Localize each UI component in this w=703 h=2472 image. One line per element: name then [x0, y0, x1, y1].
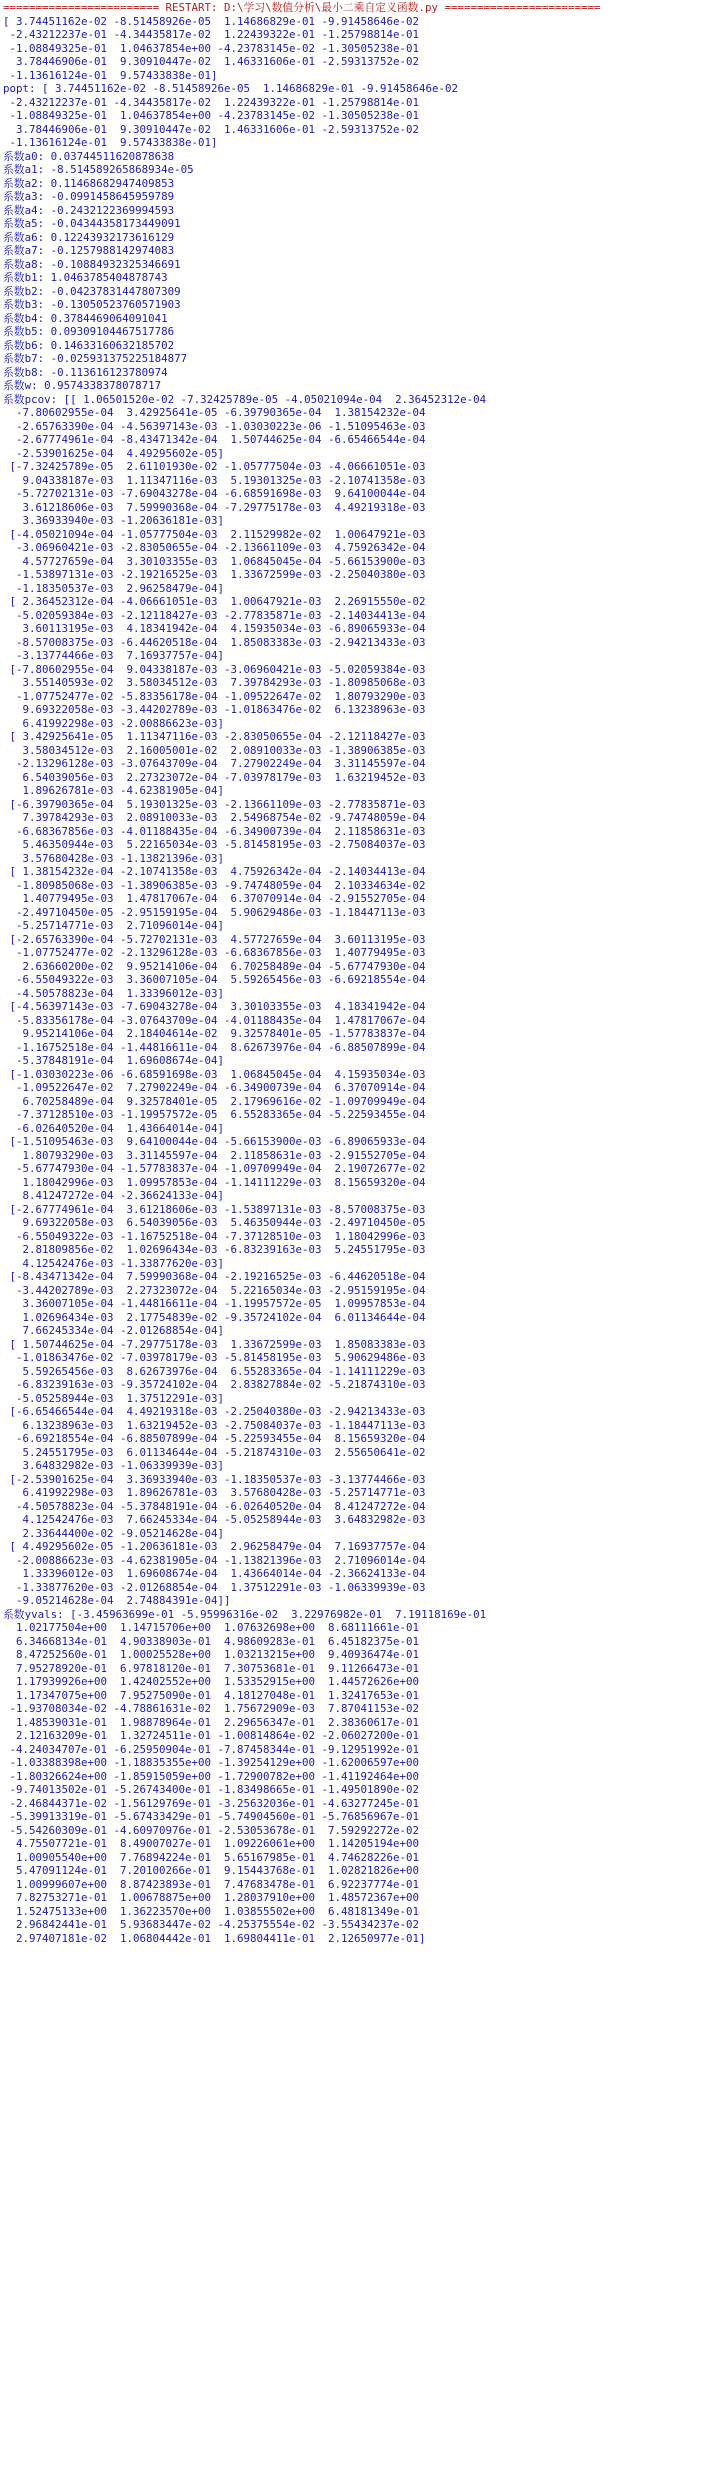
output-line: [-6.39790365e-04 5.19301325e-03 -2.13661109e-03 -2.77835871e-03	[3, 797, 426, 811]
output-line: -1.93708034e-02 -4.78861631e-02 1.75672909e-03 7.87041153e-02	[3, 1702, 420, 1715]
output-line: 5.59265456e-03 8.62673976e-04 6.55283365e-04 -1.14111229e-03	[3, 1364, 426, 1378]
output-line: 系数a0: 0.03744511620878638	[3, 149, 175, 163]
output-line: 6.41992298e-03 -2.00886623e-03]	[3, 716, 225, 730]
output-line: 4.12542476e-03 7.66245334e-04 -5.05258944e-03 3.64832982e-03	[3, 1513, 426, 1526]
output-line: -5.54260309e-01 -4.60970976e-01 -2.53053678e-01 7.59292272e-02	[3, 1823, 420, 1837]
output-line: 系数a4: -0.2432122369994593	[3, 203, 175, 217]
output-line: -1.07752477e-02 -5.83356178e-04 -1.09522647e-02 1.80793290e-03	[3, 689, 426, 703]
output-line: 6.70258489e-04 9.32578401e-05 2.17969616e-02 -1.09709949e-04	[3, 1094, 426, 1108]
output-line: 3.61218606e-03 7.59990368e-04 -7.29775178e-03 4.49219318e-03	[3, 500, 426, 514]
output-line: 1.17939926e+00 1.42402552e+00 1.53352915e+00 1.44572626e+00	[3, 1675, 420, 1688]
output-line: -5.25714771e-03 2.71096014e-04]	[3, 919, 225, 932]
output-line: -4.24034707e-01 -6.25950904e-01 -7.87458344e-01 -9.12951992e-01	[3, 1742, 420, 1756]
output-line: 系数w: 0.9574338378078717	[3, 379, 162, 392]
output-line: 系数b6: 0.14633160632185702	[3, 338, 175, 352]
output-line: 3.57680428e-03 -1.13821396e-03]	[3, 851, 225, 865]
output-line: [-4.05021094e-04 -1.05777504e-03 2.11529982e-02 1.00647921e-03	[3, 527, 426, 541]
output-line: [-4.56397143e-03 -7.69043278e-04 3.30103355e-03 4.18341942e-04	[3, 1000, 426, 1013]
output-line: -8.57008375e-03 -6.44620518e-04 1.85083383e-03 -2.94213433e-03	[3, 635, 426, 649]
output-line: 5.46350944e-03 5.22165034e-03 -5.81458195e-03 -2.75084037e-03	[3, 838, 426, 851]
output-line: [ 2.36452312e-04 -4.06661051e-03 1.00647921e-03 2.26915550e-02	[3, 595, 426, 608]
output-line: -1.07752477e-02 -2.13296128e-03 -6.68367856e-03 1.40779495e-03	[3, 946, 426, 959]
output-line: -4.50578823e-04 1.33396012e-03]	[3, 986, 225, 1000]
output-line: -5.02059384e-03 -2.12118427e-03 -2.77835871e-03 -2.14034413e-04	[3, 608, 426, 622]
output-line: 系数pcov: [[ 1.06501520e-02 -7.32425789e-05 -4.05021094e-04 2.36452312e-04	[3, 392, 487, 406]
output-line: 7.95278920e-01 6.97818120e-01 7.30753681e-01 9.11266473e-01	[3, 1661, 420, 1675]
output-line: -1.08849325e-01 1.04637854e+00 -4.23783145e-02 -1.30505238e-01	[3, 41, 420, 55]
output-line: 4.57727659e-04 3.30103355e-03 1.06845045e-04 -5.66153900e-03	[3, 554, 426, 568]
output-line: 6.34668134e-01 4.90338903e-01 4.98609283e-01 6.45182375e-01	[3, 1634, 420, 1648]
output-line: 1.00999607e+00 8.87423893e-01 7.47683478e-01 6.92237774e-01	[3, 1877, 420, 1891]
output-line: [-2.67774961e-04 3.61218606e-03 -1.53897131e-03 -8.57008375e-03	[3, 1202, 426, 1216]
output-line: [ 1.38154232e-04 -2.10741358e-03 4.75926342e-04 -2.14034413e-04	[3, 865, 426, 878]
output-line: -1.80985068e-03 -1.38906385e-03 -9.74748059e-04 2.10334634e-02	[3, 878, 426, 892]
output-line: [-7.80602955e-04 9.04338187e-03 -3.06960421e-03 -5.02059384e-03	[3, 662, 426, 676]
output-line: 3.78446906e-01 9.30910447e-02 1.46331606e-01 -2.59313752e-02	[3, 55, 420, 68]
output-line: 系数a1: -8.514589265868934e-05	[3, 163, 194, 176]
output-line: 系数a5: -0.04344358173449091	[3, 217, 181, 230]
output-line: -2.65763390e-04 -4.56397143e-03 -1.03030223e-06 -1.51095463e-03	[3, 419, 426, 433]
output-line: 系数b7: -0.025931375225184877	[3, 352, 188, 365]
output-line: -3.13774466e-03 7.16937757e-04]	[3, 649, 225, 662]
output-line: 5.24551795e-03 6.01134644e-04 -5.21874310e-03 2.55650641e-02	[3, 1445, 426, 1459]
output-line: -2.00886623e-03 -4.62381905e-04 -1.13821396e-03 2.71096014e-04	[3, 1553, 426, 1567]
output-line: -3.06960421e-03 -2.83050655e-04 -2.13661109e-03 4.75926342e-04	[3, 541, 426, 554]
output-line: 3.55140593e-02 3.58034512e-03 7.39784293e-03 -1.80985068e-03	[3, 676, 426, 689]
output-line: 7.82753271e-01 1.00678875e+00 1.28037910e+00 1.48572367e+00	[3, 1891, 420, 1904]
output-line: -2.53901625e-04 4.49295602e-05]	[3, 446, 225, 460]
output-line: 系数yvals: [-3.45963699e-01 -5.95996316e-02 3.22976982e-01 7.19118169e-01	[3, 1607, 487, 1621]
output-line: -6.83239163e-03 -9.35724102e-04 2.83827884e-02 -5.21874310e-03	[3, 1378, 426, 1391]
output-line: -5.37848191e-04 1.69608674e-04]	[3, 1054, 225, 1067]
output-line: -6.55049322e-03 3.36007105e-04 5.59265456e-03 -6.69218554e-04	[3, 973, 426, 986]
output-line: 3.58034512e-03 2.16005001e-02 2.08910033e-03 -1.38906385e-03	[3, 743, 426, 757]
output-line: [-7.32425789e-05 2.61101930e-02 -1.05777504e-03 -4.06661051e-03	[3, 460, 426, 473]
output-line: 3.60113195e-03 4.18341942e-04 4.15935034e-03 -6.89065933e-04	[3, 622, 426, 635]
output-line: -1.09522647e-02 7.27902249e-04 -6.34900739e-04 6.37070914e-04	[3, 1081, 426, 1094]
output-line: -7.80602955e-04 3.42925641e-05 -6.39790365e-04 1.38154232e-04	[3, 406, 426, 419]
output-line: 5.47091124e-01 7.20100266e-01 9.15443768e-01 1.02821826e+00	[3, 1864, 420, 1877]
output-line: -5.05258944e-03 1.37512291e-03]	[3, 1391, 225, 1405]
output-line: -6.02640520e-04 1.43664014e-04]	[3, 1121, 225, 1135]
output-line: 1.52475133e+00 1.36223570e+00 1.03855502e+00 6.48181349e-01	[3, 1904, 420, 1918]
output-line: 1.02696434e-03 2.17754839e-02 -9.35724102e-04 6.01134644e-04	[3, 1310, 426, 1324]
output-line: -1.53897131e-03 -2.19216525e-03 1.33672599e-03 -2.25040380e-03	[3, 568, 426, 581]
output-line: -1.03388398e+00 -1.18835355e+00 -1.39254129e+00 -1.62006597e+00	[3, 1756, 420, 1769]
output-line: 2.12163209e-01 1.32724511e-01 -1.00814864e-02 -2.06027200e-01	[3, 1729, 420, 1742]
restart-banner: ======================== RESTART: D:\学习\数值分析\最小二乘自定义函数.py ========================	[3, 1, 601, 14]
output-line: 系数a6: 0.12243932173616129	[3, 230, 175, 244]
output-line: -2.49710450e-05 -2.95159195e-04 5.90629486e-03 -1.18447113e-03	[3, 905, 426, 919]
output-line: 1.80793290e-03 3.31145597e-04 2.11858631e-03 -2.91552705e-04	[3, 1148, 426, 1162]
output-line: popt: [ 3.74451162e-02 -8.51458926e-05 1.14686829e-01 -9.91458646e-02	[3, 82, 459, 95]
output-line: 9.69322058e-03 6.54039056e-03 5.46350944e-03 -2.49710450e-05	[3, 1216, 426, 1229]
output-line: 1.48539031e-01 1.98878964e-01 2.29656347e-01 2.38360617e-01	[3, 1715, 420, 1729]
output-line: [-2.65763390e-04 -5.72702131e-03 4.57727659e-04 3.60113195e-03	[3, 932, 426, 946]
output-line: [-1.03030223e-06 -6.68591698e-03 1.06845045e-04 4.15935034e-03	[3, 1067, 426, 1081]
output-line: -1.13616124e-01 9.57433838e-01]	[3, 68, 218, 82]
output-line: 1.00905540e+00 7.76894224e-01 5.65167985e-01 4.74628226e-01	[3, 1850, 420, 1864]
output-line: -1.16752518e-04 -1.44816611e-04 8.62673976e-04 -6.88507899e-04	[3, 1040, 426, 1054]
output-line: -1.08849325e-01 1.04637854e+00 -4.23783145e-02 -1.30505238e-01	[3, 109, 420, 122]
output-line: 1.02177504e+00 1.14715706e+00 1.07632698e+00 8.68111661e-01	[3, 1621, 420, 1634]
output-line: -5.83356178e-04 -3.07643709e-04 -4.01188435e-04 1.47817067e-04	[3, 1013, 426, 1027]
output-line: 1.17347075e+00 7.95275090e-01 4.18127048e-01 1.32417653e-01	[3, 1688, 420, 1702]
output-line: [ 3.74451162e-02 -8.51458926e-05 1.14686829e-01 -9.91458646e-02	[3, 14, 420, 28]
output-line: 4.75507721e-01 8.49007027e-01 1.09226061e+00 1.14205194e+00	[3, 1837, 420, 1850]
output-line: 1.40779495e-03 1.47817067e-04 6.37070914e-04 -2.91552705e-04	[3, 892, 426, 905]
output-line: 4.12542476e-03 -1.33877620e-03]	[3, 1256, 225, 1270]
output-line: 9.04338187e-03 1.11347116e-03 5.19301325e-03 -2.10741358e-03	[3, 473, 426, 487]
output-line: -5.39913319e-01 -5.67433429e-01 -5.74904560e-01 -5.76856967e-01	[3, 1810, 420, 1823]
output-line: 7.66245334e-04 -2.01268854e-04]	[3, 1324, 225, 1337]
output-line: 9.95214106e-04 2.18404614e-02 9.32578401e-05 -1.57783837e-04	[3, 1027, 426, 1040]
output-line: -1.13616124e-01 9.57433838e-01]	[3, 136, 218, 149]
output-line: 2.81809856e-02 1.02696434e-03 -6.83239163e-03 5.24551795e-03	[3, 1243, 426, 1256]
output-line: 1.33396012e-03 1.69608674e-04 1.43664014e-04 -2.36624133e-04	[3, 1567, 426, 1580]
output-line: [-8.43471342e-04 7.59990368e-04 -2.19216525e-03 -6.44620518e-04	[3, 1270, 426, 1283]
output-line: -1.18350537e-03 2.96258479e-04]	[3, 581, 225, 595]
output-line: 8.41247272e-04 -2.36624133e-04]	[3, 1189, 225, 1202]
output-line: [-6.65466544e-04 4.49219318e-03 -2.25040380e-03 -2.94213433e-03	[3, 1405, 426, 1418]
output-lines	[3, 15, 703, 1946]
output-line: -6.69218554e-04 -6.88507899e-04 -5.22593455e-04 8.15659320e-04	[3, 1432, 426, 1445]
output-line: 6.41992298e-03 1.89626781e-03 3.57680428e-03 -5.25714771e-03	[3, 1486, 426, 1499]
output-line: 系数b8: -0.113616123780974	[3, 365, 168, 379]
output-line: 系数b3: -0.13050523760571903	[3, 298, 181, 311]
output-line: 6.54039056e-03 2.27323072e-04 -7.03978179e-03 1.63219452e-03	[3, 770, 426, 784]
output-line: 3.36007105e-04 -1.44816611e-04 -1.19957572e-05 1.09957853e-04	[3, 1297, 426, 1310]
output-line: 系数a2: 0.11468682947409853	[3, 176, 175, 190]
output-line: -5.72702131e-03 -7.69043278e-04 -6.68591698e-03 9.64100044e-04	[3, 487, 426, 500]
output-line: 6.13238963e-03 1.63219452e-03 -2.75084037e-03 -1.18447113e-03	[3, 1418, 426, 1432]
output-line: 系数a8: -0.10884932325346691	[3, 257, 181, 271]
output-line: [-2.53901625e-04 3.36933940e-03 -1.18350537e-03 -3.13774466e-03	[3, 1472, 426, 1486]
output-line: -2.67774961e-04 -8.43471342e-04 1.50744625e-04 -6.65466544e-04	[3, 433, 426, 446]
output-line: -2.43212237e-01 -4.34435817e-02 1.22439322e-01 -1.25798814e-01	[3, 95, 420, 109]
output-line: [-1.51095463e-03 9.64100044e-04 -5.66153900e-03 -6.89065933e-04	[3, 1135, 426, 1148]
output-line: -2.46844371e-02 -1.56129769e-01 -3.25632036e-01 -4.63277245e-01	[3, 1796, 420, 1810]
output-line: 系数b5: 0.09309104467517786	[3, 325, 175, 338]
output-line: 2.33644400e-02 -9.05214628e-04]	[3, 1526, 225, 1540]
output-line: -1.80326624e+00 -1.85915059e+00 -1.72900782e+00 -1.41192464e+00	[3, 1769, 420, 1783]
output-line: [ 1.50744625e-04 -7.29775178e-03 1.33672599e-03 1.85083383e-03	[3, 1337, 426, 1351]
output-line: -6.55049322e-03 -1.16752518e-04 -7.37128510e-03 1.18042996e-03	[3, 1229, 426, 1243]
output-line: 2.97407181e-02 1.06804442e-01 1.69804411e-01 2.12650977e-01]	[3, 1931, 426, 1945]
output-line: -5.67747930e-04 -1.57783837e-04 -1.09709949e-04 2.19072677e-02	[3, 1162, 426, 1175]
output-line: -6.68367856e-03 -4.01188435e-04 -6.34900739e-04 2.11858631e-03	[3, 824, 426, 838]
output-line: 系数a3: -0.0991458645959789	[3, 190, 175, 203]
output-line: -1.33877620e-03 -2.01268854e-04 1.37512291e-03 -1.06339939e-03	[3, 1580, 426, 1594]
output-line: -1.01863476e-02 -7.03978179e-03 -5.81458195e-03 5.90629486e-03	[3, 1351, 426, 1364]
output-line: -3.44202789e-03 2.27323072e-04 5.22165034e-03 -2.95159195e-04	[3, 1283, 426, 1297]
output-line: 2.63660200e-02 9.95214106e-04 6.70258489e-04 -5.67747930e-04	[3, 959, 426, 973]
output-line: -4.50578823e-04 -5.37848191e-04 -6.02640520e-04 8.41247272e-04	[3, 1499, 426, 1513]
output-line: 系数a7: -0.1257988142974083	[3, 244, 175, 257]
output-line: -9.74013502e-01 -5.26743400e-01 -1.83498665e-01 -1.49501890e-02	[3, 1783, 420, 1796]
output-line: 系数b4: 0.3784469064091041	[3, 311, 168, 325]
output-line: 8.47252560e-01 1.00025528e+00 1.03213215e+00 9.40936474e-01	[3, 1648, 420, 1661]
output-line: 系数b2: -0.04237831447807309	[3, 284, 181, 298]
output-line: 3.64832982e-03 -1.06339939e-03]	[3, 1459, 225, 1472]
output-line: 3.36933940e-03 -1.20636181e-03]	[3, 514, 225, 527]
output-line: -9.05214628e-04 2.74884391e-04]]	[3, 1594, 231, 1607]
output-line: [ 4.49295602e-05 -1.20636181e-03 2.96258479e-04 7.16937757e-04	[3, 1540, 426, 1553]
output-line: 7.39784293e-03 2.08910033e-03 2.54968754e-02 -9.74748059e-04	[3, 811, 426, 824]
output-line: 1.18042996e-03 1.09957853e-04 -1.14111229e-03 8.15659320e-04	[3, 1175, 426, 1189]
output-line: -2.13296128e-03 -3.07643709e-04 7.27902249e-04 3.31145597e-04	[3, 757, 426, 770]
output-line: 3.78446906e-01 9.30910447e-02 1.46331606e-01 -2.59313752e-02	[3, 122, 420, 136]
output-line: -2.43212237e-01 -4.34435817e-02 1.22439322e-01 -1.25798814e-01	[3, 28, 420, 41]
output-line: 2.96842441e-01 5.93683447e-02 -4.25375554e-02 -3.55434237e-02	[3, 1918, 420, 1931]
output-line: 系数b1: 1.0463785404878743	[3, 271, 168, 284]
output-line: [ 3.42925641e-05 1.11347116e-03 -2.83050655e-04 -2.12118427e-03	[3, 730, 426, 743]
output-line: 1.89626781e-03 -4.62381905e-04]	[3, 784, 225, 797]
output-line: -7.37128510e-03 -1.19957572e-05 6.55283365e-04 -5.22593455e-04	[3, 1108, 426, 1121]
output-line: 9.69322058e-03 -3.44202789e-03 -1.01863476e-02 6.13238963e-03	[3, 703, 426, 716]
